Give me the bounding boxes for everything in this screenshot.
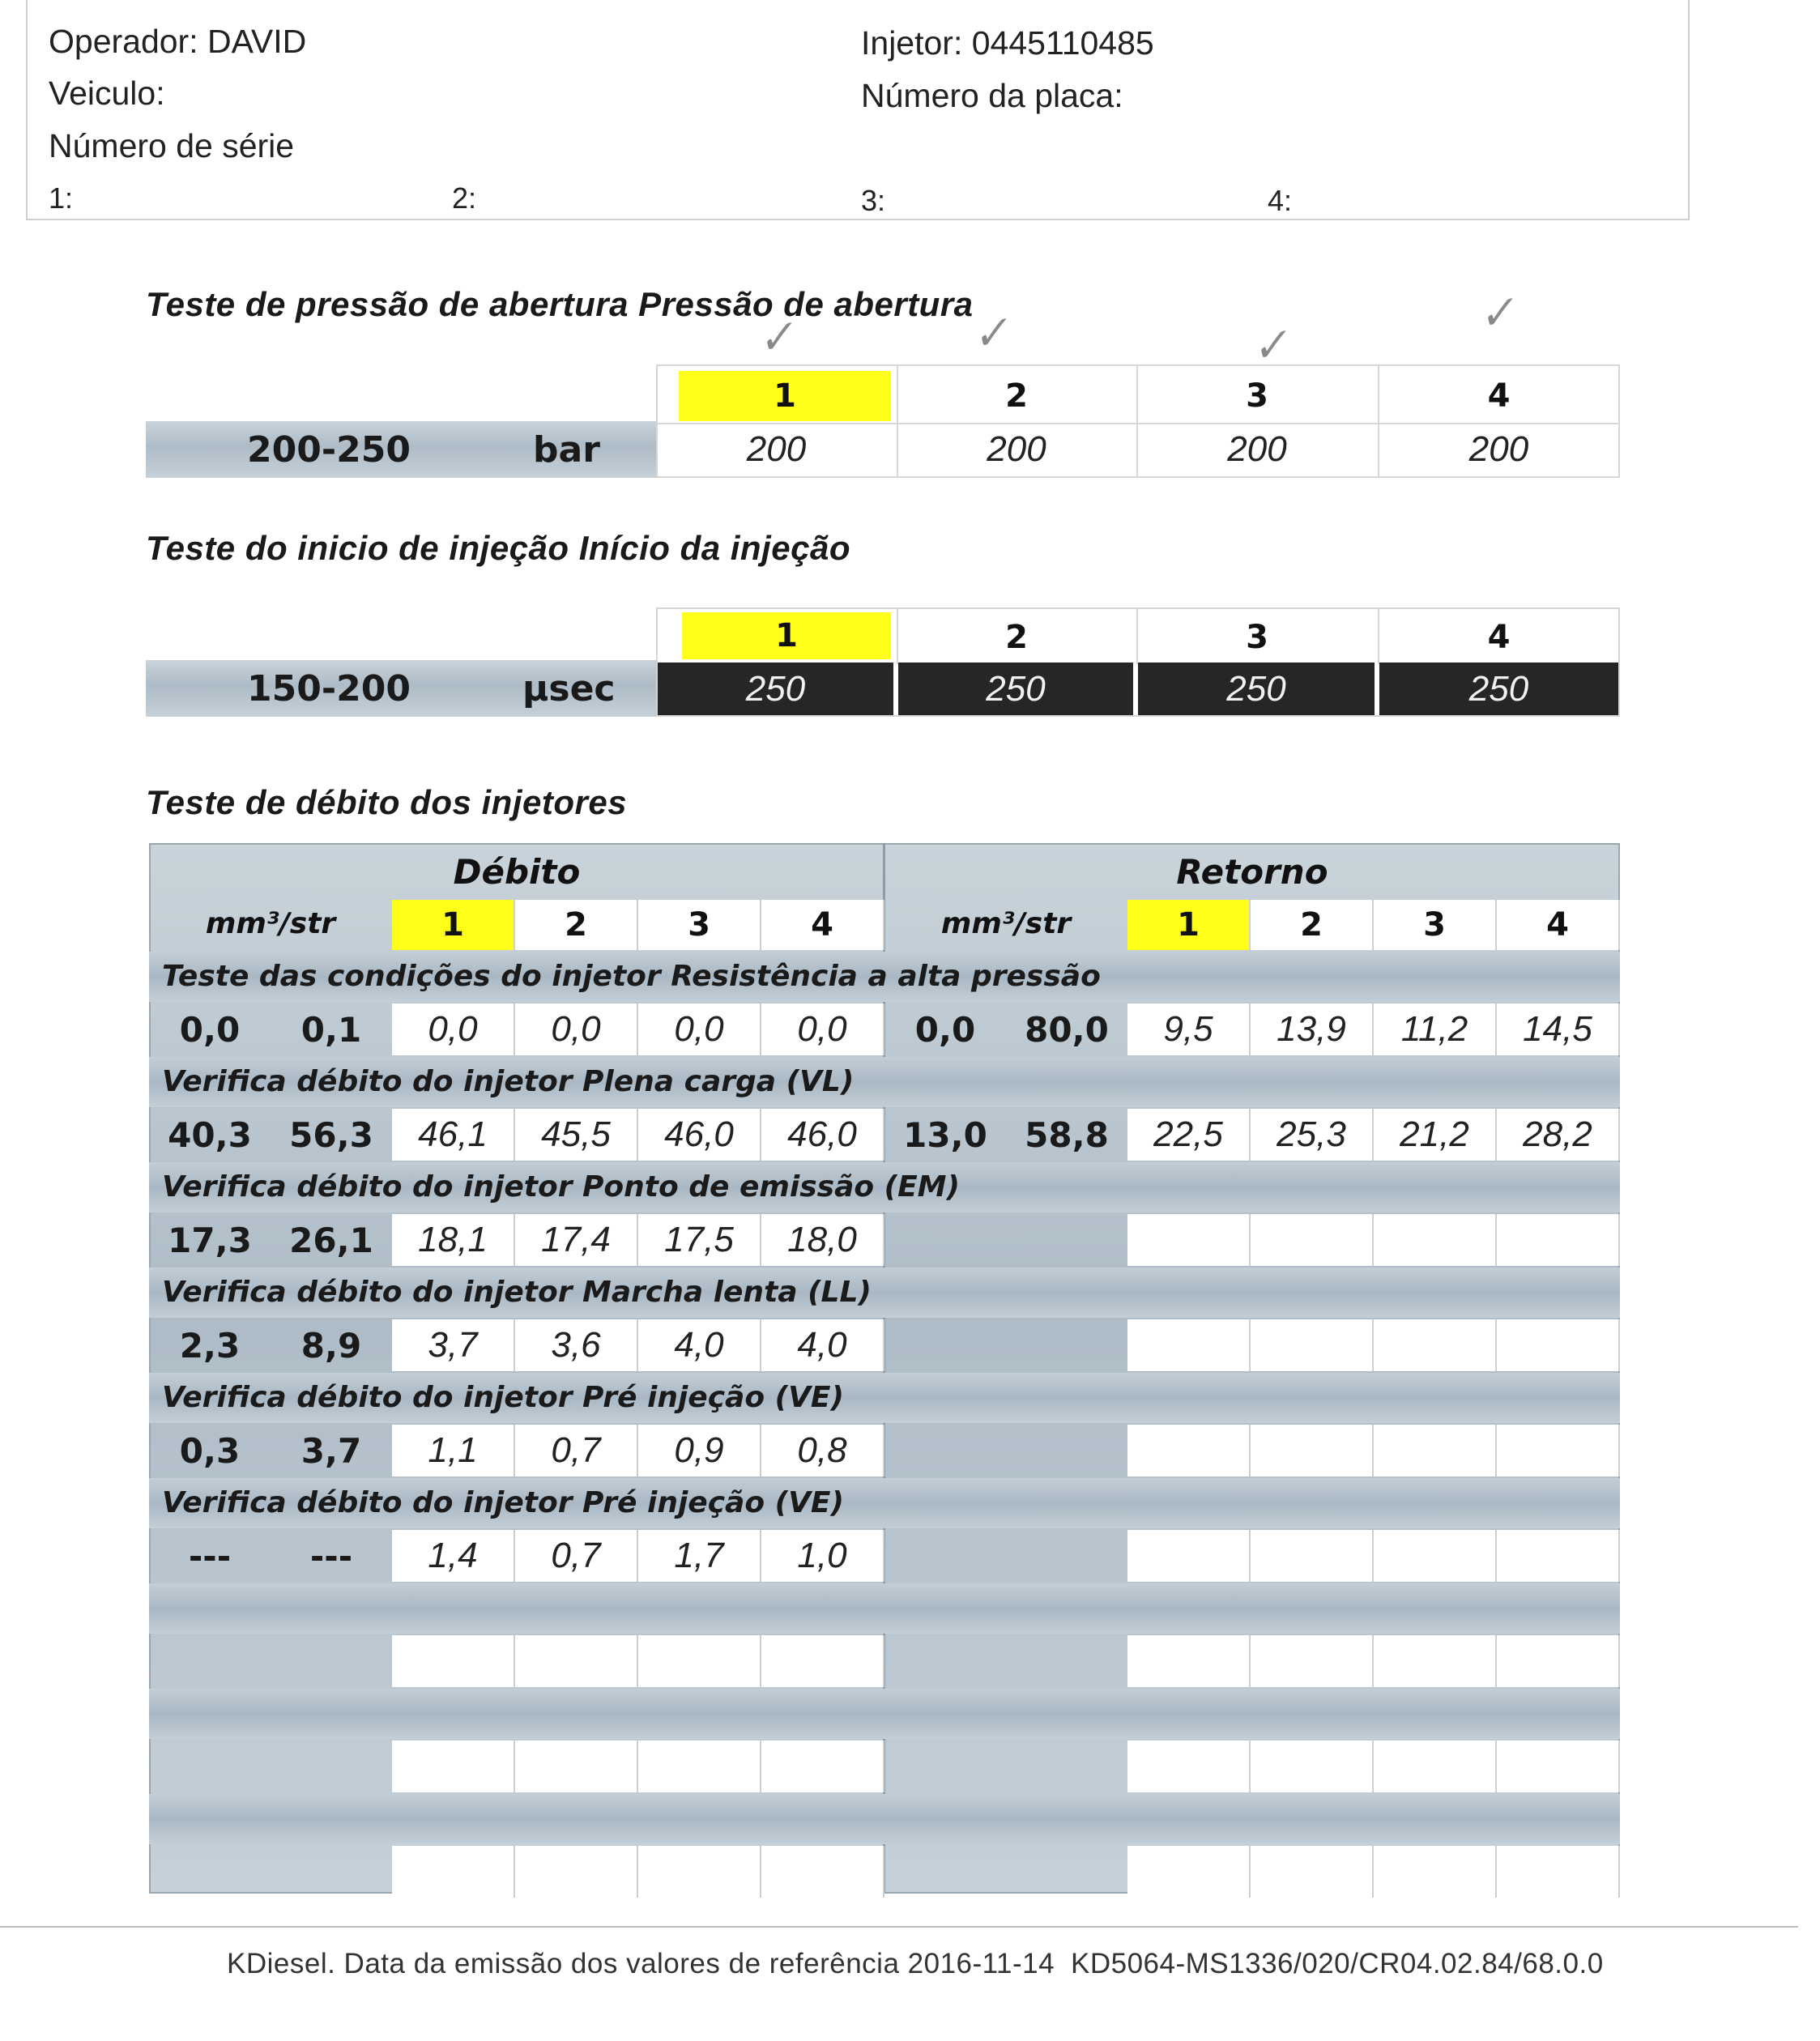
debito-value-3 — [638, 1741, 761, 1792]
retorno-value-3 — [1374, 1846, 1497, 1898]
retorno-value-3 — [1374, 1425, 1497, 1476]
debito-value-1: 1,4 — [392, 1530, 515, 1582]
retorno-max — [1006, 1739, 1127, 1794]
injection-value-2: 250 — [898, 663, 1133, 715]
debito-value-2 — [515, 1635, 638, 1687]
debito-min: 17,3 — [168, 1220, 252, 1260]
retorno-value-3 — [1374, 1214, 1497, 1266]
retorno-value-2 — [1251, 1846, 1374, 1898]
injection-col-4: 4 — [1487, 619, 1511, 656]
retorno-value-1 — [1127, 1319, 1251, 1371]
debito-value-1 — [392, 1635, 515, 1687]
debito-value-4: 4,0 — [761, 1319, 884, 1371]
plate-label: Número da placa: — [861, 77, 1123, 114]
debito-value-1: 1,1 — [392, 1425, 515, 1476]
injection-value-1: 250 — [658, 663, 893, 715]
flow-row-label: Verifica débito do injetor Plena carga (VL) — [162, 1065, 855, 1098]
retorno-value-4 — [1497, 1635, 1620, 1687]
flow-row-label: Verifica débito do injetor Marcha lenta (LL) — [162, 1276, 872, 1309]
flow-row-label: Verifica débito do injetor Pré injeção (VE) — [162, 1381, 844, 1414]
opening-col-4: 4 — [1487, 377, 1511, 415]
debito-value-4 — [761, 1846, 884, 1898]
serial-slot-3: 3: — [861, 184, 886, 217]
retorno-value-1 — [1127, 1635, 1251, 1687]
debito-value-4: 1,0 — [761, 1530, 884, 1582]
debito-min — [149, 1634, 271, 1689]
debito-value-3: 0,0 — [638, 1003, 761, 1055]
retorno-unit: mm³/str — [940, 906, 1072, 940]
check-mark-icon: ✓ — [969, 307, 1012, 360]
debito-value-2: 0,7 — [515, 1530, 638, 1582]
retorno-value-3: 11,2 — [1374, 1003, 1497, 1055]
debito-value-3: 1,7 — [638, 1530, 761, 1582]
opening-range: 200-250 — [247, 429, 411, 471]
debito-max — [271, 1739, 392, 1794]
debito-value-3 — [638, 1635, 761, 1687]
injection-col-3: 3 — [1246, 619, 1268, 656]
debito-max: 26,1 — [289, 1220, 373, 1260]
flow-row-label-band — [149, 1583, 1620, 1634]
opening-col-3: 3 — [1246, 377, 1268, 415]
debito-col-3: 3 — [638, 900, 761, 950]
retorno-value-3 — [1374, 1741, 1497, 1792]
retorno-value-4: 28,2 — [1497, 1109, 1620, 1161]
debito-value-1: 46,1 — [392, 1109, 515, 1161]
retorno-min: 0,0 — [914, 1009, 976, 1050]
debito-value-1 — [392, 1846, 515, 1898]
retorno-min — [884, 1739, 1006, 1794]
retorno-value-3: 21,2 — [1374, 1109, 1497, 1161]
retorno-max — [1006, 1212, 1127, 1268]
retorno-min — [884, 1844, 1006, 1899]
retorno-min — [884, 1212, 1006, 1268]
debito-min: --- — [188, 1536, 232, 1576]
opening-value-2: 200 — [987, 429, 1046, 469]
retorno-value-1 — [1127, 1741, 1251, 1792]
debito-max: 56,3 — [289, 1114, 373, 1155]
injection-col-2: 2 — [1005, 619, 1028, 656]
flow-row-label: Verifica débito do injetor Pré injeção (VE) — [162, 1486, 844, 1519]
retorno-value-2 — [1251, 1214, 1374, 1266]
debito-value-1: 3,7 — [392, 1319, 515, 1371]
injection-value-4: 250 — [1379, 663, 1618, 715]
debito-value-2: 17,4 — [515, 1214, 638, 1266]
retorno-value-4 — [1497, 1425, 1620, 1476]
retorno-value-1 — [1127, 1214, 1251, 1266]
retorno-value-2 — [1251, 1635, 1374, 1687]
debito-value-2: 45,5 — [515, 1109, 638, 1161]
debito-value-3 — [638, 1846, 761, 1898]
retorno-value-1: 9,5 — [1127, 1003, 1251, 1055]
debito-value-2 — [515, 1741, 638, 1792]
debito-min — [149, 1844, 271, 1899]
retorno-value-3 — [1374, 1319, 1497, 1371]
debito-col-4: 4 — [761, 900, 884, 950]
serial-slot-1: 1: — [49, 181, 74, 215]
retorno-value-2 — [1251, 1741, 1374, 1792]
retorno-value-4: 14,5 — [1497, 1003, 1620, 1055]
check-mark-icon: ✓ — [1248, 319, 1292, 373]
debito-value-2: 0,0 — [515, 1003, 638, 1055]
debito-max: 8,9 — [300, 1325, 362, 1366]
vehicle-label: Veiculo: — [49, 75, 165, 112]
debito-value-2 — [515, 1846, 638, 1898]
debito-value-1: 18,1 — [392, 1214, 515, 1266]
retorno-value-1: 22,5 — [1127, 1109, 1251, 1161]
footer-document-code: KD5064-MS1336/020/CR04.02.84/68.0.0 — [1071, 1948, 1604, 1979]
debito-max: 3,7 — [300, 1430, 362, 1471]
footer-divider — [0, 1926, 1798, 1928]
debito-min: 0,3 — [179, 1430, 241, 1471]
debito-value-3: 17,5 — [638, 1214, 761, 1266]
flow-test-title: Teste de débito dos injetores — [146, 783, 628, 821]
retorno-col-4: 4 — [1497, 900, 1620, 950]
debito-value-3: 46,0 — [638, 1109, 761, 1161]
retorno-value-4 — [1497, 1530, 1620, 1582]
debito-value-3: 0,9 — [638, 1425, 761, 1476]
opening-col-2: 2 — [1005, 377, 1028, 415]
injection-start-title: Teste do inicio de injeção Início da injeção — [146, 529, 850, 567]
retorno-max — [1006, 1528, 1127, 1583]
debito-value-1: 0,0 — [392, 1003, 515, 1055]
serial-slot-4: 4: — [1268, 184, 1293, 217]
retorno-max — [1006, 1318, 1127, 1373]
debito-max — [271, 1844, 392, 1899]
opening-value-4: 200 — [1468, 429, 1529, 469]
retorno-col-1: 1 — [1127, 900, 1251, 950]
opening-value-3: 200 — [1227, 429, 1287, 469]
retorno-value-2: 13,9 — [1251, 1003, 1374, 1055]
debito-value-4: 18,0 — [761, 1214, 884, 1266]
debito-value-2: 0,7 — [515, 1425, 638, 1476]
retorno-value-2 — [1251, 1425, 1374, 1476]
retorno-header: Retorno — [1176, 851, 1328, 892]
retorno-value-4 — [1497, 1214, 1620, 1266]
debito-value-3: 4,0 — [638, 1319, 761, 1371]
debito-min: 0,0 — [179, 1009, 241, 1050]
retorno-value-4 — [1497, 1319, 1620, 1371]
injection-value-3: 250 — [1138, 663, 1375, 715]
retorno-min — [884, 1423, 1006, 1478]
debito-max: --- — [309, 1536, 353, 1576]
retorno-min — [884, 1634, 1006, 1689]
flow-row-label: Teste das condições do injetor Resistência a alta pressão — [162, 960, 1101, 993]
flow-row-label-band — [149, 1689, 1620, 1739]
debito-value-4 — [761, 1635, 884, 1687]
retorno-min — [884, 1318, 1006, 1373]
retorno-min — [884, 1528, 1006, 1583]
debito-value-4 — [761, 1741, 884, 1792]
retorno-value-4 — [1497, 1846, 1620, 1898]
retorno-max: 58,8 — [1025, 1114, 1109, 1155]
debito-value-2: 3,6 — [515, 1319, 638, 1371]
retorno-col-2: 2 — [1251, 900, 1374, 950]
debito-value-4: 0,8 — [761, 1425, 884, 1476]
retorno-value-2 — [1251, 1319, 1374, 1371]
debito-min: 2,3 — [179, 1325, 241, 1366]
retorno-max — [1006, 1844, 1127, 1899]
flow-row-label: Verifica débito do injetor Ponto de emissão (EM) — [162, 1170, 960, 1204]
opening-pressure-title: Teste de pressão de abertura Pressão de abertura — [146, 285, 974, 323]
opening-col-1: 1 — [679, 371, 891, 421]
flow-test-table — [149, 843, 1620, 1894]
debito-min — [149, 1739, 271, 1794]
operator-label: Operador: DAVID — [49, 23, 307, 60]
retorno-value-1 — [1127, 1530, 1251, 1582]
serial-label: Número de série — [49, 127, 295, 164]
retorno-max — [1006, 1423, 1127, 1478]
footer-reference-date: KDiesel. Data da emissão dos valores de referência 2016-11-14 — [227, 1948, 1055, 1979]
retorno-max — [1006, 1634, 1127, 1689]
debito-value-4: 46,0 — [761, 1109, 884, 1161]
retorno-value-2 — [1251, 1530, 1374, 1582]
debito-header: Débito — [453, 851, 581, 892]
debito-col-2: 2 — [515, 900, 638, 950]
retorno-value-1 — [1127, 1425, 1251, 1476]
opening-value-1: 200 — [746, 429, 807, 469]
debito-max: 0,1 — [300, 1009, 362, 1050]
injection-unit: µsec — [522, 668, 616, 709]
retorno-value-4 — [1497, 1741, 1620, 1792]
opening-pressure-table — [656, 364, 1620, 478]
retorno-max: 80,0 — [1025, 1009, 1109, 1050]
debito-value-1 — [392, 1741, 515, 1792]
injection-start-table — [656, 607, 1620, 717]
injection-col-1: 1 — [682, 612, 891, 659]
retorno-value-3 — [1374, 1530, 1497, 1582]
check-mark-icon: ✓ — [1475, 287, 1519, 340]
injection-range: 150-200 — [247, 668, 411, 709]
opening-unit: bar — [533, 429, 600, 471]
debito-min: 40,3 — [168, 1114, 252, 1155]
debito-unit: mm³/str — [205, 906, 336, 940]
debito-value-4: 0,0 — [761, 1003, 884, 1055]
retorno-min: 13,0 — [903, 1114, 987, 1155]
debito-col-1: 1 — [392, 900, 515, 950]
debito-max — [271, 1634, 392, 1689]
flow-row-label-band — [149, 1794, 1620, 1844]
check-mark-icon: ✓ — [754, 311, 798, 364]
retorno-value-2: 25,3 — [1251, 1109, 1374, 1161]
injector-label: Injetor: 0445110485 — [861, 24, 1154, 62]
retorno-value-1 — [1127, 1846, 1251, 1898]
retorno-col-3: 3 — [1374, 900, 1497, 950]
serial-slot-2: 2: — [452, 181, 477, 215]
retorno-value-3 — [1374, 1635, 1497, 1687]
